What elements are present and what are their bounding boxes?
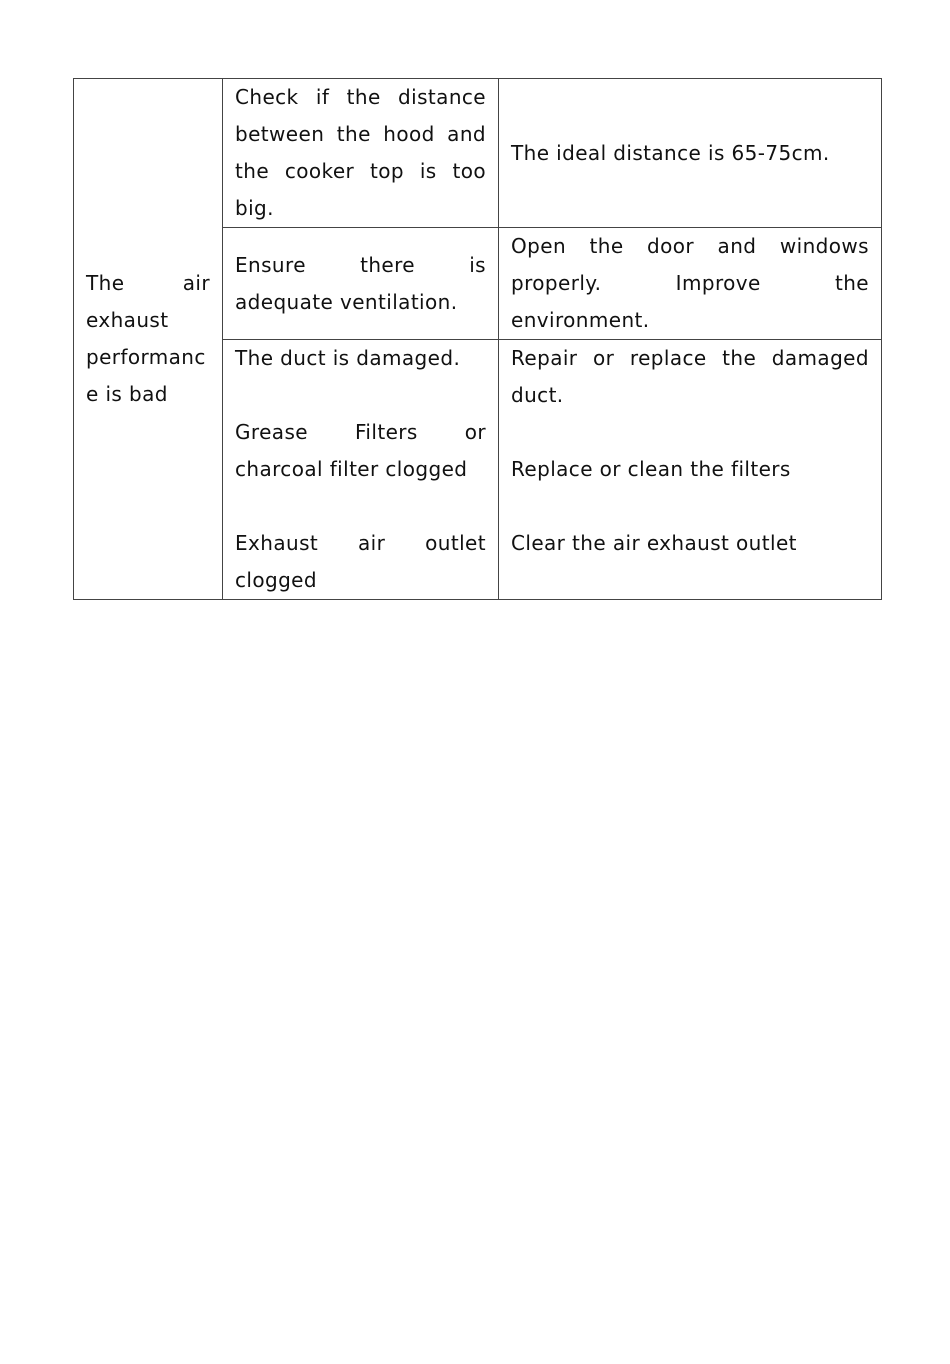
solution-cell bbox=[499, 340, 882, 600]
symptom-line: e is bad bbox=[86, 382, 168, 406]
solution-item: Clear the air exhaust outlet bbox=[511, 531, 797, 555]
spacer bbox=[235, 488, 486, 525]
spacer bbox=[511, 488, 869, 525]
cause-cell: Ensure there is adequate ventilation. bbox=[223, 228, 499, 340]
spacer bbox=[511, 414, 869, 451]
cause-item: Exhaust air outlet clogged bbox=[235, 531, 486, 592]
symptom-cell bbox=[74, 79, 223, 600]
solution-item: Replace or clean the filters bbox=[511, 457, 791, 481]
spacer bbox=[235, 377, 486, 414]
cause-cell: Check if the distance between the hood and the cooker top is too big. bbox=[223, 79, 499, 228]
solution-item: Repair or replace the damaged duct. bbox=[511, 346, 869, 407]
symptom-line: The air bbox=[86, 271, 210, 295]
cause-cell bbox=[223, 340, 499, 600]
solution-cell: Open the door and windows properly. Improve the environment. bbox=[499, 228, 882, 340]
symptom-line: performanc bbox=[86, 345, 206, 369]
table-row bbox=[74, 79, 882, 228]
cause-item: Grease Filters or charcoal filter clogged bbox=[235, 420, 486, 481]
symptom-line: exhaust bbox=[86, 308, 169, 332]
troubleshooting-table bbox=[73, 78, 882, 600]
solution-cell: The ideal distance is 65-75cm. bbox=[499, 79, 882, 228]
cause-item: The duct is damaged. bbox=[235, 346, 461, 370]
